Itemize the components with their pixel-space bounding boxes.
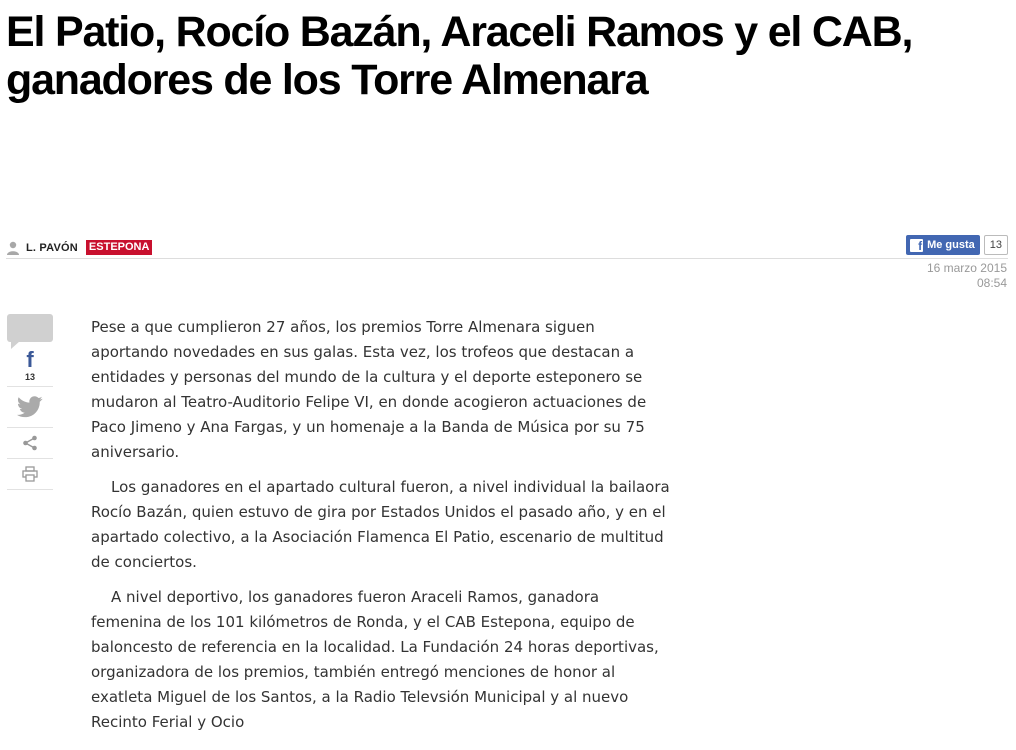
publish-date (927, 261, 1007, 291)
facebook-share-count: 13 (24, 372, 35, 382)
publish-date-time: 08:54 (976, 276, 1007, 290)
like-count: 13 (984, 235, 1008, 255)
share-button[interactable] (7, 428, 53, 459)
section-tag[interactable]: ESTEPONA (86, 240, 153, 255)
article-meta-bar (6, 234, 1008, 259)
article-paragraph: A nivel deportivo, los ganadores fueron Araceli Ramos, ganadora femenina de los 101 kilómetros de Ronda, y el CAB Estepona, equipo de baloncesto de referencia en la localidad. La Fundación 24 horas deportivas, organizadora de los premios, también entregó menciones de honor al exatleta Miguel de los Santos, a la Radio Televsión Municipal y al nuevo Recinto Ferial y Ocio (91, 588, 659, 731)
print-button[interactable] (7, 459, 53, 490)
byline (6, 240, 152, 255)
article-headline: El Patio, Rocío Bazán, Araceli Ramos y el CAB, ganadores de los Torre Almenara (6, 8, 913, 104)
share-facebook-button[interactable] (7, 346, 53, 387)
facebook-icon: f (910, 239, 923, 252)
facebook-icon: f (26, 347, 34, 372)
like-button-label: Me gusta (927, 239, 975, 251)
twitter-icon (17, 396, 43, 418)
user-icon (6, 241, 20, 255)
author-name[interactable]: L. PAVÓN (26, 241, 78, 254)
article-paragraph: Pese a que cumplieron 27 años, los premios Torre Almenara siguen aportando novedades en sus galas. Esta vez, los trofeos que destacan a entidades y personas del mundo de la cultura y el deporte esteponero se mudaron al Teatro-Auditorio Felipe VI, en donde acogieron actuaciones de Paco Jimeno y Ana Fargas, y un homenaje a la Banda de Música por su 75 aniversario. (91, 318, 647, 461)
publish-date-day: 16 marzo 2015 (926, 261, 1007, 275)
comment-icon[interactable] (7, 314, 53, 342)
facebook-like-widget (906, 235, 1008, 255)
share-icon (22, 435, 38, 451)
article-body (91, 315, 671, 745)
share-twitter-button[interactable] (7, 387, 53, 428)
print-icon (22, 466, 38, 482)
share-rail (7, 314, 53, 490)
facebook-like-button[interactable] (906, 235, 980, 255)
article-paragraph: Los ganadores en el apartado cultural fueron, a nivel individual la bailaora Rocío Bazán, quien estuvo de gira por Estados Unidos el pasado año, y en el apartado colectivo, a la Asociación Flamenca El Patio, escenario de multitud de conciertos. (91, 478, 670, 571)
